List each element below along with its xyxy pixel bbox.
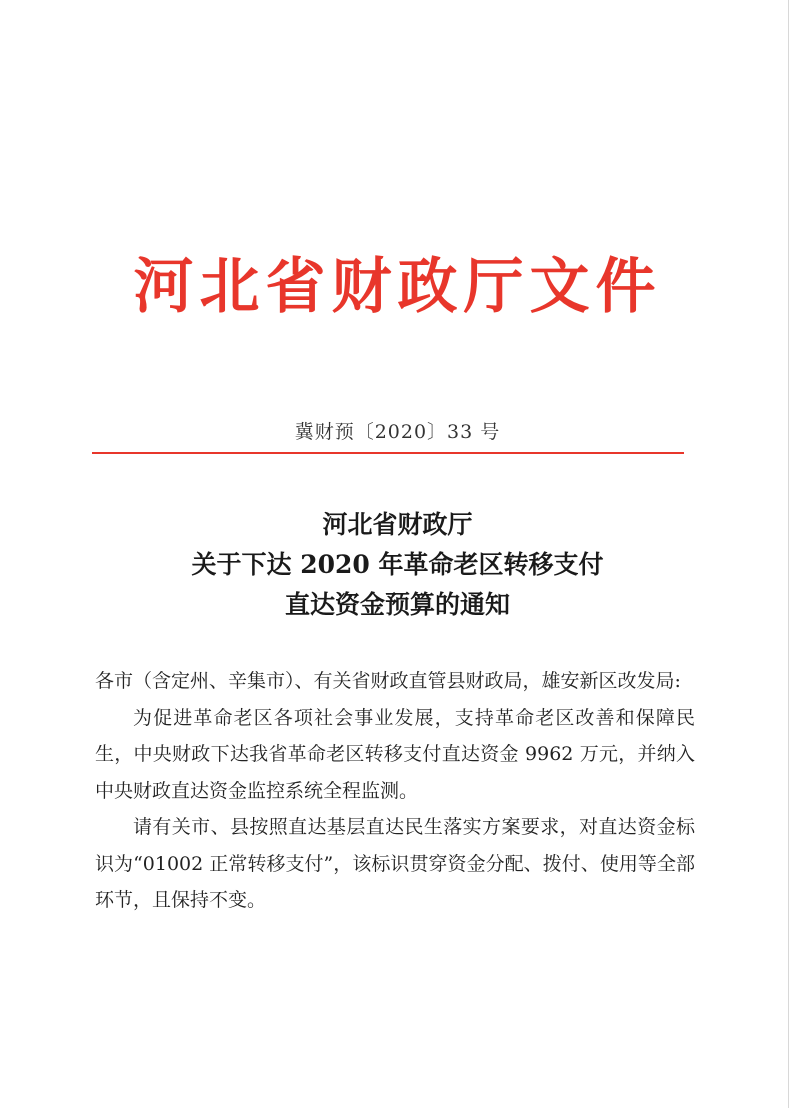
salutation: 各市（含定州、辛集市）、有关省财政直管县财政局，雄安新区改发局: xyxy=(95,670,681,692)
notice-title-line-1: 河北省财政厅 xyxy=(322,510,473,539)
notice-title-line-3: 直达资金预算的通知 xyxy=(284,590,510,619)
document-number: 冀财预〔2020〕33 号 xyxy=(294,421,501,443)
body-paragraph-1: 为促进革命老区各项社会事业发展，支持革命老区改善和保障民生，中央财政下达我省革命老区转移支付直达资金 9962 万元，并纳入中央财政直达资金监控系统全程监测。 xyxy=(95,706,695,802)
header-red-divider xyxy=(92,452,684,454)
notice-title xyxy=(0,505,795,625)
document-header-title: 河北省财政厅文件 xyxy=(133,252,662,322)
notice-title-line-2: 关于下达 2020 年革命老区转移支付 xyxy=(191,550,604,579)
body-paragraph-2: 请有关市、县按照直达基层直达民生落实方案要求，对直达资金标识为“01002 正常转移支付”，该标识贯穿资金分配、拨付、使用等全部环节，且保持不变。 xyxy=(95,816,695,911)
notice-body xyxy=(95,663,695,919)
